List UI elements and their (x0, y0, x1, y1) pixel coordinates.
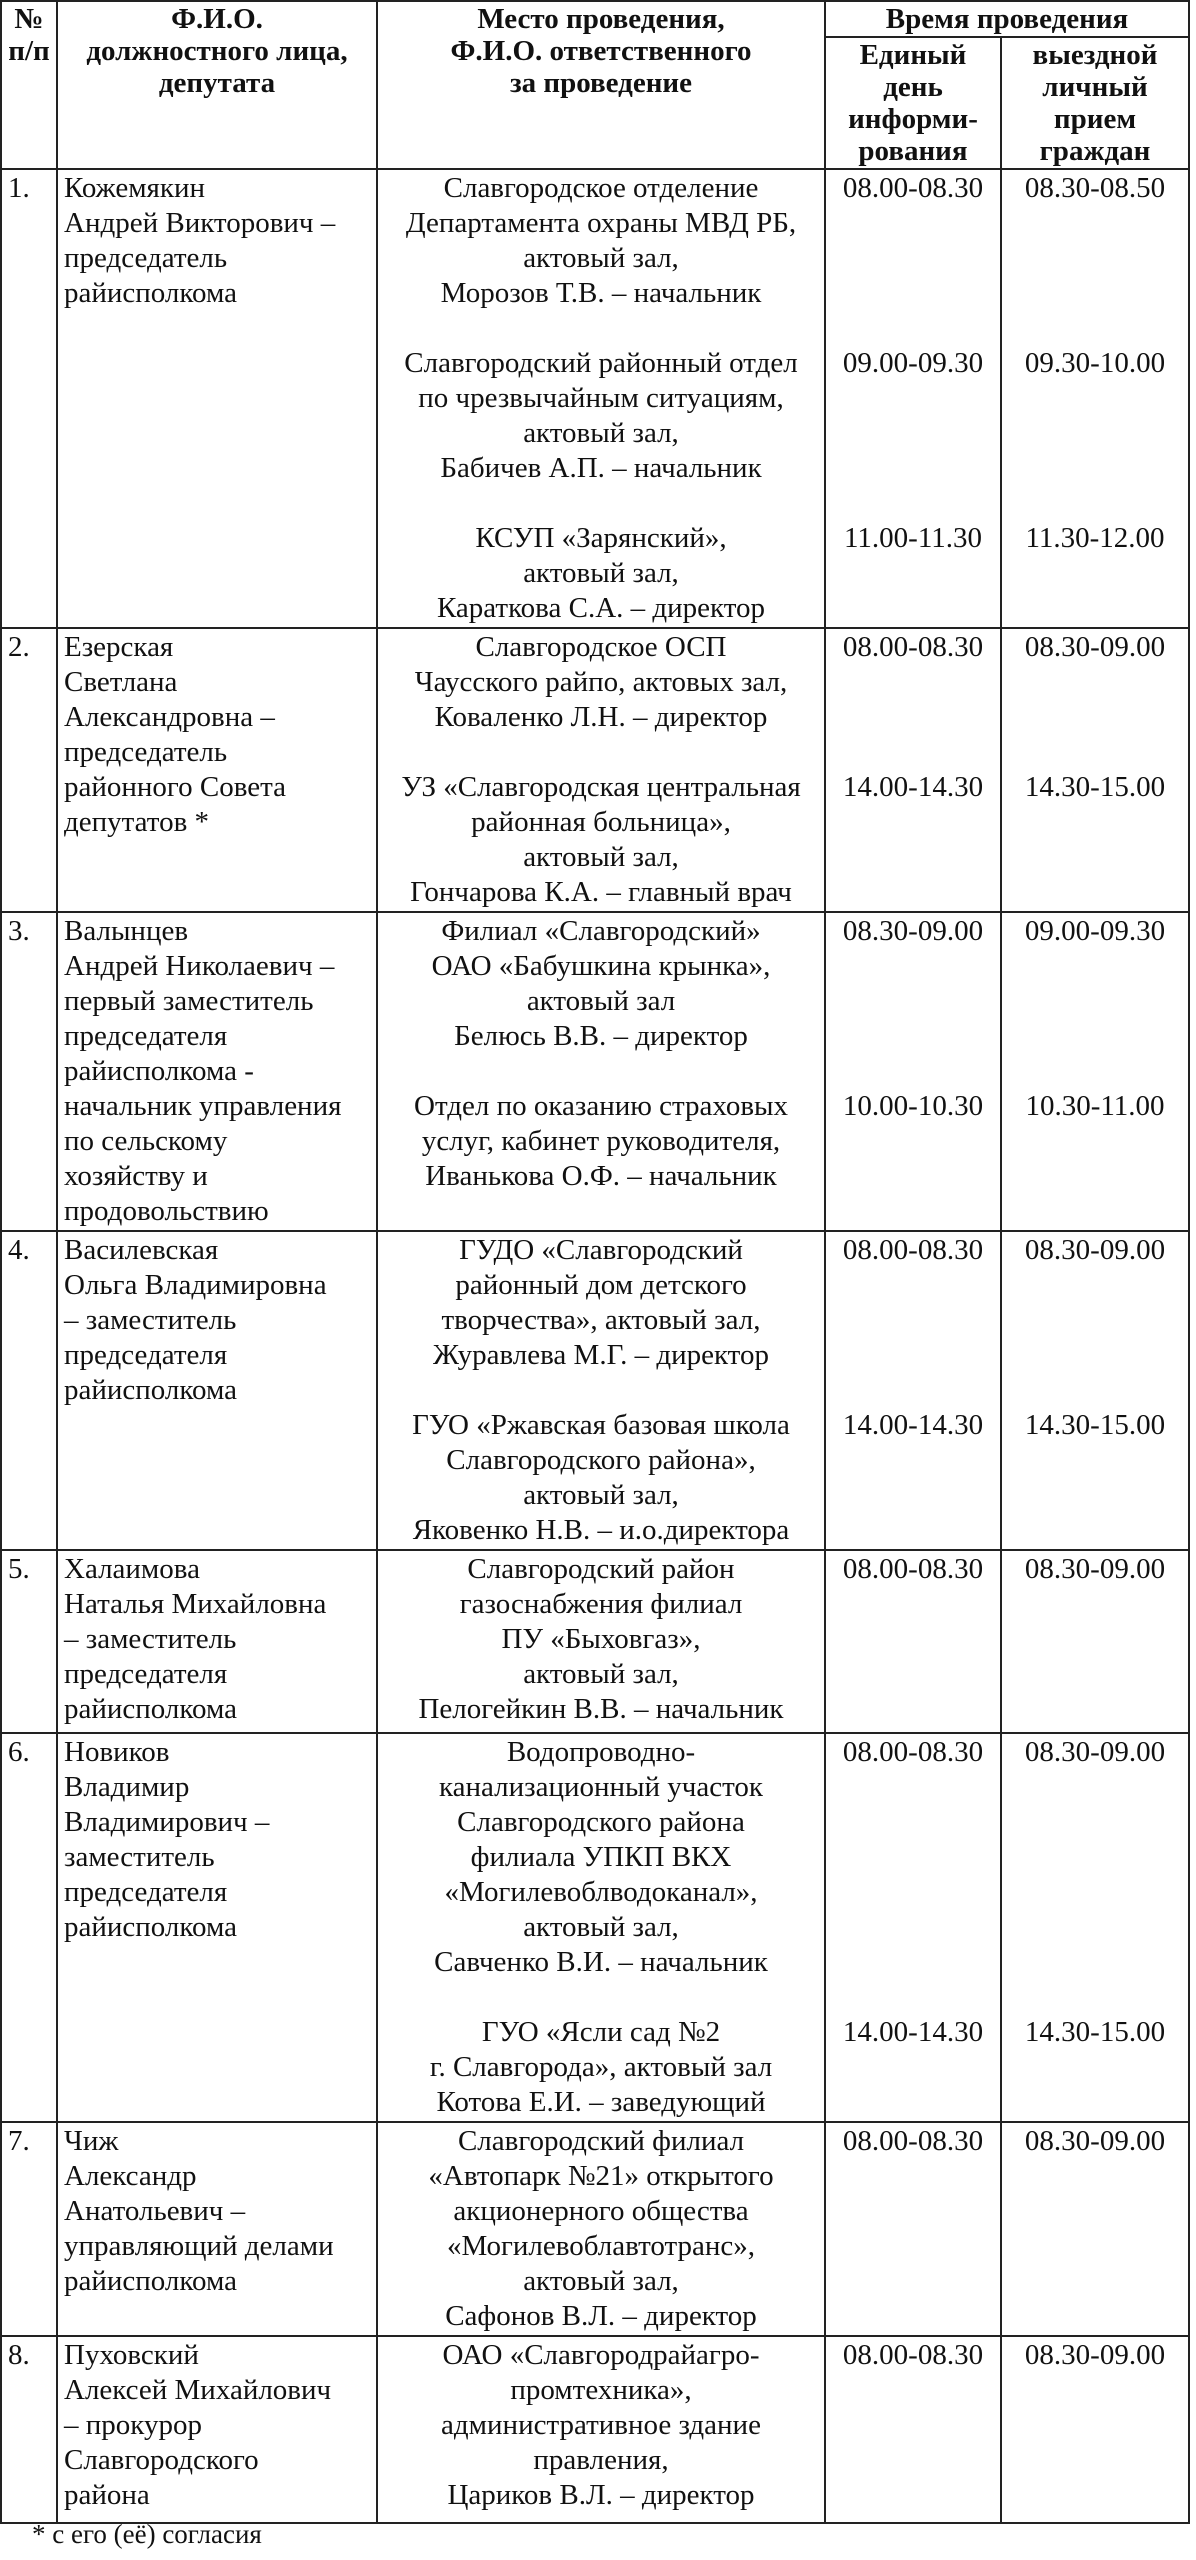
place-entry: ГУДО «Славгородский районный дом детского творчества», актовый зал, Журавлева М.Г. – директор (433, 1234, 769, 1371)
table-row (1, 1231, 1189, 1550)
header-number: № п/п (1, 1, 57, 169)
reception-time: 08.30-09.00 (1024, 631, 1166, 663)
reception-cell (1001, 2336, 1189, 2523)
info-day-time: 08.00-08.30 (842, 2339, 984, 2371)
info-day-time: 08.00-08.30 (842, 1553, 984, 1585)
info-day-time: 14.00-14.30 (842, 2016, 984, 2048)
place-cell (377, 1231, 825, 1550)
info-day-time: 08.00-08.30 (842, 1736, 984, 1768)
place-entry: Славгородское ОСП Чаусского райпо, актовых зал, Коваленко Л.Н. – директор (414, 631, 788, 733)
row-number: 3. (1, 912, 57, 1231)
info-day-cell (825, 1550, 1001, 1733)
place-cell (377, 169, 825, 628)
info-day-time: 14.00-14.30 (842, 771, 984, 803)
table-row (1, 1733, 1189, 2122)
row-number: 7. (1, 2122, 57, 2336)
row-number: 2. (1, 628, 57, 912)
table-row (1, 169, 1189, 628)
row-number: 5. (1, 1550, 57, 1733)
place-entry: Водопроводно- канализационный участок Славгородского района филиала УПКП ВКХ «Могилевоблводоканал», актовый зал, Савченко В.И. – начальник (434, 1736, 768, 1978)
info-day-cell (825, 1231, 1001, 1550)
place-entry: Славгородский районный отдел по чрезвычайным ситуациям, актовый зал, Бабичев А.П. – начальник (404, 347, 798, 484)
reception-cell (1001, 169, 1189, 628)
reception-time: 08.30-09.00 (1024, 2125, 1166, 2157)
reception-time: 09.30-10.00 (1024, 347, 1166, 379)
header-reception: выездной личный прием граждан (1001, 37, 1189, 169)
header-time: Время проведения (825, 1, 1189, 37)
place-cell (377, 1550, 825, 1733)
table-row (1, 628, 1189, 912)
table-row (1, 2336, 1189, 2523)
info-day-cell (825, 628, 1001, 912)
row-number: 1. (1, 169, 57, 628)
place-entry: Славгородский район газоснабжения филиал ПУ «Быховгаз», актовый зал, Пелогейкин В.В. – начальник (418, 1553, 784, 1725)
reception-time: 11.30-12.00 (1025, 522, 1165, 554)
reception-cell (1001, 1231, 1189, 1550)
place-cell (377, 2336, 825, 2523)
info-day-time: 14.00-14.30 (842, 1409, 984, 1441)
official-name: Халаимова Наталья Михайловна – заместитель председателя райисполкома (57, 1550, 377, 1733)
info-day-time: 08.30-09.00 (842, 915, 984, 947)
official-name: Чиж Александр Анатольевич – управляющий делами райисполкома (57, 2122, 377, 2336)
info-day-cell (825, 169, 1001, 628)
reception-time: 14.30-15.00 (1024, 1409, 1166, 1441)
place-entry: ОАО «Славгородрайагро- промтехника», административное здание правления, Цариков В.Л. – директор (441, 2339, 761, 2511)
reception-cell (1001, 1733, 1189, 2122)
info-day-time: 09.00-09.30 (842, 347, 984, 379)
info-day-time: 08.00-08.30 (842, 631, 984, 663)
place-entry: ГУО «Ясли сад №2 г. Славгорода», актовый зал Котова Е.И. – заведующий (429, 2016, 773, 2118)
table-header (1, 1, 1189, 169)
footnote: * с его (её) согласия (32, 2519, 262, 2549)
official-name: Кожемякин Андрей Викторович – председатель райисполкома (57, 169, 377, 628)
info-day-time: 08.00-08.30 (842, 172, 984, 204)
header-name: Ф.И.О. должностного лица, депутата (57, 1, 377, 169)
place-entry: Отдел по оказанию страховых услуг, кабинет руководителя, Иванькова О.Ф. – начальник (414, 1090, 788, 1192)
reception-time: 08.30-09.00 (1024, 1736, 1166, 1768)
reception-time: 08.30-08.50 (1024, 172, 1166, 204)
reception-time: 08.30-09.00 (1024, 1234, 1166, 1266)
reception-cell (1001, 1550, 1189, 1733)
place-cell (377, 2122, 825, 2336)
reception-time: 08.30-09.00 (1024, 1553, 1166, 1585)
place-entry: ГУО «Ржавская базовая школа Славгородского района», актовый зал, Яковенко Н.В. – и.о.директора (412, 1409, 790, 1546)
info-day-cell (825, 2336, 1001, 2523)
place-entry: Славгородский филиал «Автопарк №21» открытого акционерного общества «Могилевоблавтотранс», актовый зал, Сафонов В.Л. – директор (428, 2125, 774, 2332)
table-row (1, 2122, 1189, 2336)
row-number: 6. (1, 1733, 57, 2122)
table-body (1, 169, 1189, 2523)
header-info-day: Единый день информи- рования (825, 37, 1001, 169)
header-place: Место проведения, Ф.И.О. ответственного за проведение (377, 1, 825, 169)
info-day-time: 11.00-11.30 (843, 522, 982, 554)
row-number: 8. (1, 2336, 57, 2523)
reception-time: 14.30-15.00 (1024, 2016, 1166, 2048)
reception-time: 14.30-15.00 (1024, 771, 1166, 803)
table-row (1, 912, 1189, 1231)
place-entry: Филиал «Славгородский» ОАО «Бабушкина крынка», актовый зал Белюсь В.В. – директор (431, 915, 771, 1052)
info-day-cell (825, 1733, 1001, 2122)
info-day-time: 08.00-08.30 (842, 2125, 984, 2157)
reception-time: 09.00-09.30 (1024, 915, 1166, 947)
official-name: Василевская Ольга Владимировна – заместитель председателя райисполкома (57, 1231, 377, 1550)
row-number: 4. (1, 1231, 57, 1550)
place-entry: УЗ «Славгородская центральная районная больница», актовый зал, Гончарова К.А. – главный врач (401, 771, 801, 908)
info-day-time: 08.00-08.30 (842, 1234, 984, 1266)
table-row (1, 1550, 1189, 1733)
place-cell (377, 1733, 825, 2122)
info-day-cell (825, 2122, 1001, 2336)
reception-time: 10.30-11.00 (1025, 1090, 1165, 1122)
info-day-time: 10.00-10.30 (842, 1090, 984, 1122)
reception-cell (1001, 2122, 1189, 2336)
reception-cell (1001, 628, 1189, 912)
place-entry: КСУП «Зарянский», актовый зал, Караткова С.А. – директор (436, 522, 766, 624)
place-cell (377, 912, 825, 1231)
official-name: Пуховский Алексей Михайлович – прокурор Славгородского района (57, 2336, 377, 2523)
official-name: Валынцев Андрей Николаевич – первый заместитель председателя райисполкома - начальник управления по сельскому хозяйству и продовольствию (57, 912, 377, 1231)
official-name: Езерская Светлана Александровна – председатель районного Совета депутатов * (57, 628, 377, 912)
reception-time: 08.30-09.00 (1024, 2339, 1166, 2371)
info-day-cell (825, 912, 1001, 1231)
place-cell (377, 628, 825, 912)
place-entry: Славгородское отделение Департамента охраны МВД РБ, актовый зал, Морозов Т.В. – начальник (405, 172, 797, 309)
official-name: Новиков Владимир Владимирович – заместитель председателя райисполкома (57, 1733, 377, 2122)
reception-cell (1001, 912, 1189, 1231)
